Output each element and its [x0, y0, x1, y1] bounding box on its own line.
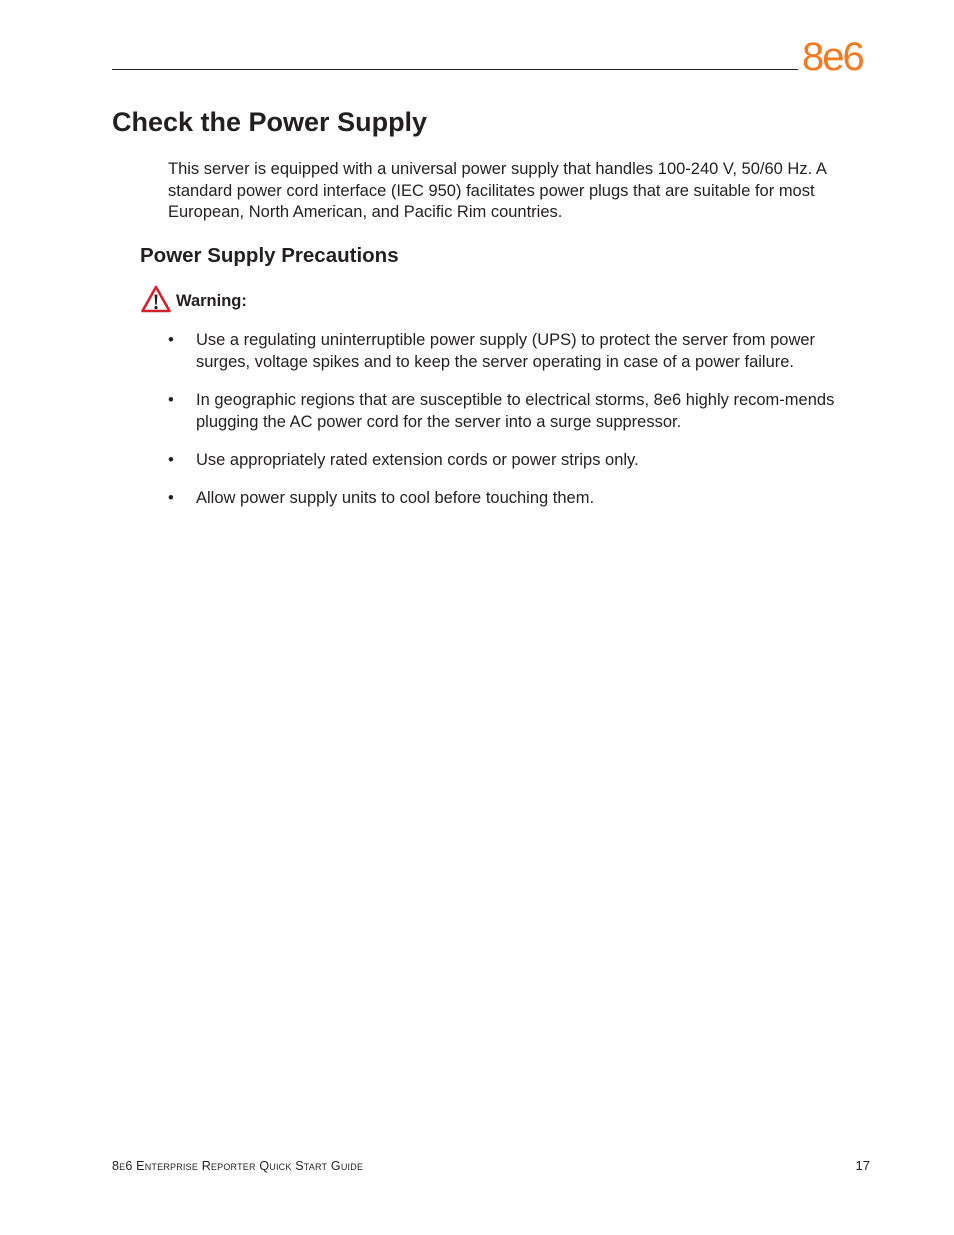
intro-paragraph: This server is equipped with a universal power supply that handles 100-240 V, 50/60 Hz. A standard power cord interface (IEC 950) facilitates power plugs that are suitable for most European, North American, and Pacific Rim countries. — [168, 160, 826, 222]
precautions-list — [168, 330, 858, 526]
list-item — [168, 488, 858, 510]
page-title: Check the Power Supply — [112, 107, 428, 137]
bullet-icon: • — [168, 390, 174, 409]
section-heading: Power Supply Precautions — [140, 244, 399, 267]
list-item-text: Use a regulating uninterruptible power supply (UPS) to protect the server from power surges, voltage spikes and to keep the server operating in case of a power failure. — [196, 331, 816, 371]
warning-callout — [141, 284, 247, 314]
list-item — [168, 390, 858, 433]
bullet-icon: • — [168, 331, 174, 349]
bullet-icon: • — [168, 450, 174, 469]
warning-label: Warning: — [176, 292, 247, 310]
list-item-text: In geographic regions that are susceptible to electrical storms, 8e6 highly recom-mends plugging the AC power cord for the server into a surge suppressor. — [196, 390, 835, 431]
list-item-text: Allow power supply units to cool before touching them. — [196, 489, 595, 508]
list-item-text: Use appropriately rated extension cords or power strips only. — [196, 450, 639, 469]
footer-guide-title: 8e6 Enterprise Reporter Quick Start Guide — [112, 1159, 364, 1173]
header-rule — [112, 69, 798, 70]
brand-logo: 8e6 — [802, 35, 863, 79]
page-number: 17 — [855, 1158, 870, 1173]
list-item — [168, 330, 858, 373]
warning-triangle-icon — [141, 285, 171, 313]
bullet-icon: • — [168, 489, 174, 508]
list-item — [168, 450, 858, 472]
